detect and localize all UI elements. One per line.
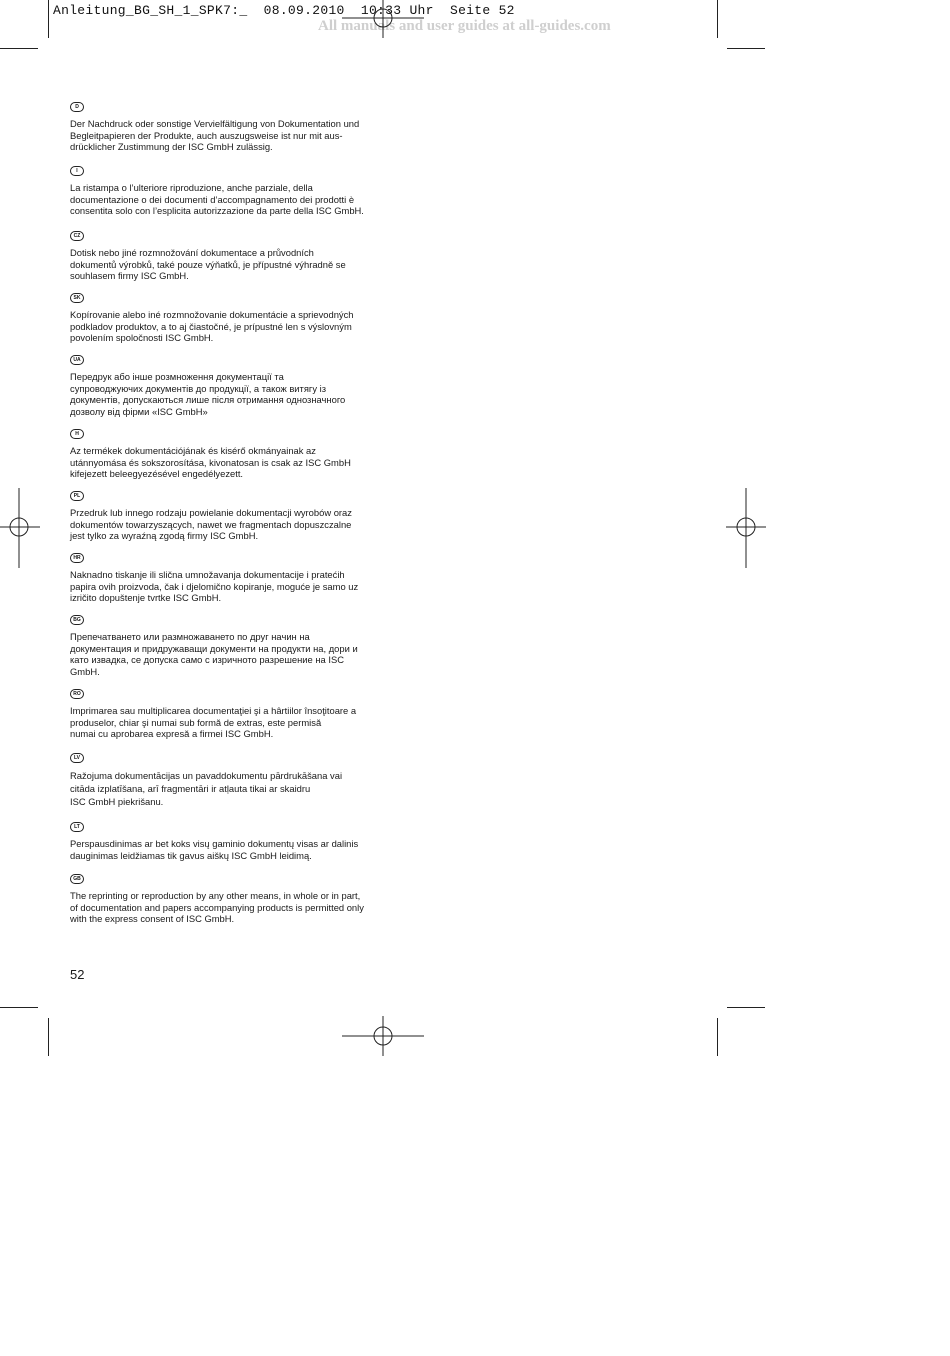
- language-badge: D: [70, 102, 84, 112]
- section-sk: [70, 286, 390, 344]
- language-badge: SK: [70, 293, 84, 303]
- section-lv: [70, 746, 390, 808]
- page-number: 52: [70, 967, 85, 982]
- section-ua: [70, 348, 390, 418]
- print-slug: Anleitung_BG_SH_1_SPK7:_ 08.09.2010 10:33 Uhr Seite 52: [53, 3, 515, 18]
- language-badge: PL: [70, 491, 84, 501]
- section-pl: [70, 484, 390, 542]
- section-text: Przedruk lub innego rodzaju powielanie dokumentacji wyrobów oraz dokumentów towarzyszących, nawet we fragmentach dopuszczalne jest tylko za wyraźną zgodą firmy ISC GmbH.: [70, 507, 352, 542]
- crop-mark: [0, 48, 38, 49]
- section-text: Kopírovanie alebo iné rozmnožovanie dokumentácie a sprievodných podkladov produktov, a to aj čiastočné, je prípustné len s výslovným povolením spoločnosti ISC GmbH.: [70, 309, 354, 344]
- section-text: Naknadno tiskanje ili slična umnožavanja dokumentacije i pratećih papira ovih proizvoda, čak i djelomično kopiranje, moguće je samo uz izričito dopuštenje tvrtke ISC GmbH.: [70, 569, 359, 604]
- language-badge: LT: [70, 822, 84, 832]
- crop-mark: [0, 1007, 38, 1008]
- language-badge: HR: [70, 553, 84, 563]
- language-badge: RO: [70, 689, 84, 699]
- language-badge: CZ: [70, 231, 84, 241]
- crop-mark: [717, 0, 718, 38]
- language-badge: LV: [70, 753, 84, 763]
- language-badge: H: [70, 429, 84, 439]
- section-text: Der Nachdruck oder sonstige Vervielfältigung von Dokumentation und Begleitpapieren der Produkte, auch auszugsweise ist nur mit aus- drücklicher Zustimmung der ISC GmbH zulässig.: [70, 118, 360, 153]
- section-gb: [70, 867, 390, 925]
- registration-mark-left: [0, 488, 40, 568]
- crop-mark: [727, 48, 765, 49]
- watermark: All manuals and user guides at all-guides.com: [318, 18, 611, 34]
- registration-mark-right: [726, 488, 766, 568]
- section-text: The reprinting or reproduction by any other means, in whole or in part, of documentation and papers accompanying products is permitted only with the express consent of ISC GmbH.: [70, 890, 364, 925]
- section-bg: [70, 608, 390, 678]
- crop-mark: [717, 1018, 718, 1056]
- section-text: Ražojuma dokumentācijas un pavaddokumentu pārdrukāšana vai citāda izplatīšana, arī fragmentāri ir atļauta tikai ar skaidru ISC GmbH piekrišanu.: [70, 770, 343, 807]
- section-hr: [70, 546, 390, 604]
- section-text: Dotisk nebo jiné rozmnožování dokumentace a průvodních dokumentů výrobků, také pouze výňatků, je přípustné výhradně se souhlasem firmy ISC GmbH.: [70, 247, 346, 282]
- section-ro: [70, 682, 390, 740]
- section-cz: [70, 224, 390, 282]
- language-badge: BG: [70, 615, 84, 625]
- section-text: Perspausdinimas ar bet koks visų gaminio dokumentų visas ar dalinis dauginimas leidžiamas tik gavus aiškų ISC GmbH leidimą.: [70, 838, 359, 861]
- section-hu: [70, 422, 390, 480]
- language-badge: GB: [70, 874, 84, 884]
- registration-mark-bottom: [342, 1016, 424, 1056]
- crop-mark: [48, 0, 49, 38]
- language-badge: I: [70, 166, 84, 176]
- section-text: Препечатването или размножаването по друг начин на документация и придружаващи документи на продукти на, дори и като извадка, се допуска само с изричното разрешение на ISC GmbH.: [70, 631, 358, 678]
- section-lt: [70, 815, 390, 861]
- language-badge: UA: [70, 355, 84, 365]
- registration-mark-top: [342, 0, 424, 40]
- crop-mark: [48, 1018, 49, 1056]
- section-text: La ristampa o l’ulteriore riproduzione, anche parziale, della documentazione o dei documenti d’accompagnamento dei prodotti è consentita solo con l’esplicita autorizzazione da parte della ISC GmbH.: [70, 182, 364, 217]
- section-de: [70, 95, 390, 153]
- section-text: Az termékek dokumentációjának és kisérő okmányainak az utánnyomása és sokszorosítása, kivonatosan is csak az ISC GmbH kifejezett beleegyezésével engedélyezett.: [70, 445, 351, 480]
- section-text: Передрук або інше розмноження документації та супроводжуючих документів до продукції, а також витягу із документів, допускаються лише після отримання однозначного дозволу від фірми «ISC GmbH»: [70, 371, 346, 418]
- crop-mark: [727, 1007, 765, 1008]
- section-text: Imprimarea sau multiplicarea documentaţiei şi a hârtiilor însoţitoare a produselor, chiar şi numai sub formă de extras, este permisă numai cu aprobarea expresă a firmei ISC GmbH.: [70, 705, 357, 740]
- section-it: [70, 159, 390, 217]
